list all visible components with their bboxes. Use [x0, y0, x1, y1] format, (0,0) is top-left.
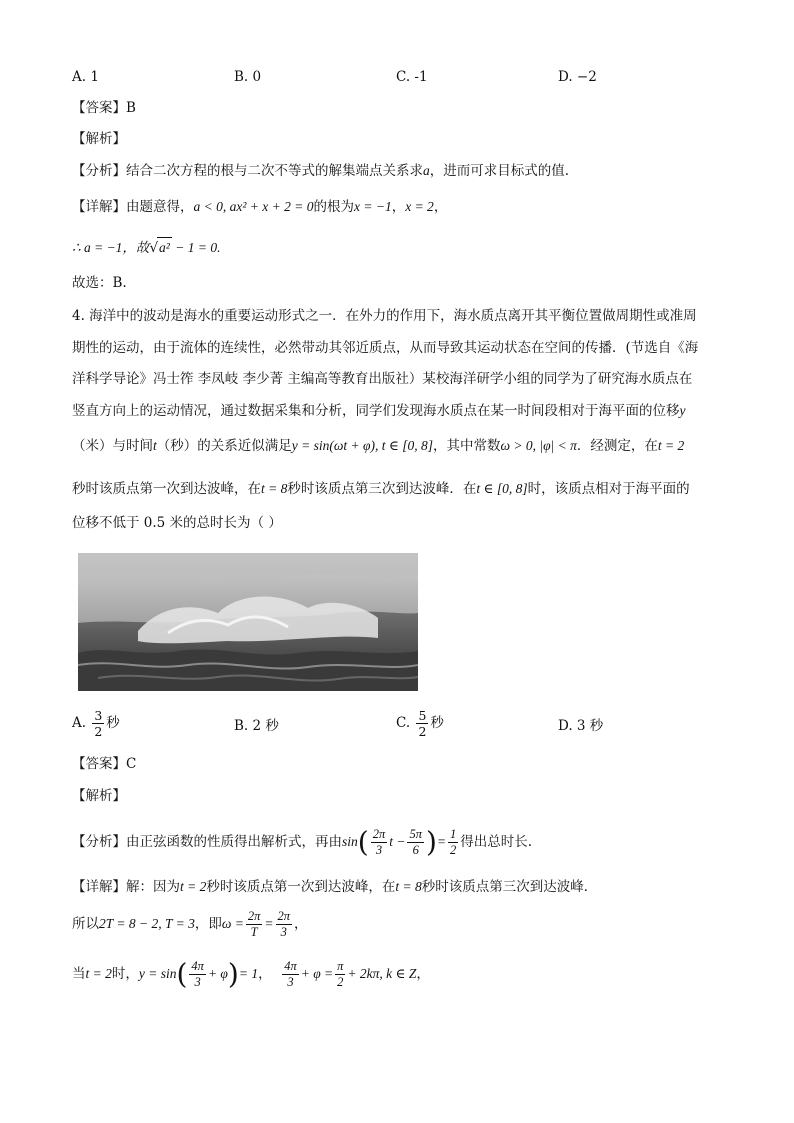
stem-text: 竖直方向上的运动情况，通过数据采集和分析，同学们发现海水质点在某一时间段相对于海平面的位移: [72, 403, 680, 419]
stem-a: （米）与时间: [72, 438, 153, 454]
numerator: 1: [450, 827, 457, 841]
detail-text-2: 秒时该质点第一次到达波峰，在: [206, 879, 396, 895]
q3-analysis-label: 【解析】: [72, 131, 126, 147]
equals: =: [436, 834, 447, 849]
numerator: 4π: [191, 959, 204, 973]
plus-phi-eq: + φ =: [300, 966, 334, 981]
q3-option-c: C. -1: [396, 69, 428, 85]
sin-fn: sin: [342, 834, 358, 849]
q3-answer: 【答案】B: [72, 100, 136, 116]
when-text: 当: [72, 966, 86, 982]
so-end: ，: [294, 916, 308, 932]
detail-math-2: x = −1: [353, 199, 392, 214]
numerator: 2π: [277, 909, 291, 923]
q4-when-line: [72, 952, 430, 997]
numerator: 3: [94, 708, 103, 723]
detail-end: ，: [433, 199, 448, 215]
q4-stem-line-5: [72, 436, 684, 456]
q3-option-a: A. 1: [72, 69, 99, 85]
q4-stem-line-1: 4. 海洋中的波动是海水的重要运动形式之一．在外力的作用下，海水质点离开其平衡位置做周期性或准周: [72, 308, 697, 324]
when-text-2: 时，: [111, 966, 139, 982]
stem-cond: ω > 0, |φ| < π: [500, 438, 577, 453]
detail-math-2: t = 8: [395, 879, 422, 894]
fenxi-text-2: 得出总时长.: [460, 834, 533, 850]
detail-label: 【详解】: [72, 199, 126, 215]
option-unit: 秒: [430, 715, 444, 731]
stem-6t: t = 8: [261, 481, 288, 496]
denominator: 3: [375, 843, 383, 857]
detail-label: 【详解】: [72, 879, 126, 895]
q3-option-d: D. −2: [558, 69, 597, 85]
when-math: t = 2: [85, 966, 112, 981]
q4-stem-line-7: 位移不低于 0.5 米的总时长为（ ）: [72, 515, 282, 531]
q4-stem-line-6: [72, 479, 690, 499]
paren-open: (: [357, 825, 369, 859]
detail-text: 解：因为: [126, 879, 180, 895]
q4-answer: 【答案】C: [72, 756, 137, 772]
q4-option-d: D. 3 秒: [558, 718, 604, 734]
therefore-prefix: ∴ a = −1，故: [72, 240, 150, 255]
detail-text-3: 秒时该质点第三次到达波峰．: [421, 879, 598, 895]
stem-c: ，其中常数: [432, 438, 501, 454]
q4-stem-line-2: 期性的运动，由于流体的连续性，必然带动其邻近质点，从而导致其运动状态在空间的传播．(节选自《海: [72, 340, 699, 356]
fraction: [448, 827, 458, 858]
sqrt-inner: a²: [157, 237, 172, 258]
q4-option-b: B. 2 秒: [234, 718, 279, 734]
stem-formula: y = sin(ωt + φ), t ∈ [0, 8]: [291, 438, 433, 453]
fraction: [92, 708, 104, 739]
equals: =: [264, 916, 274, 931]
fraction: [282, 959, 299, 990]
fraction: [416, 708, 428, 739]
numerator: 2π: [372, 827, 386, 841]
denominator: 2: [94, 724, 103, 739]
detail-math-3: x = 2: [405, 199, 434, 214]
fenxi-text-2: ，进而可求目标式的值.: [429, 163, 570, 179]
when-sin: y = sin: [138, 966, 177, 981]
fraction: [371, 827, 388, 858]
stem-6c: 时，该质点相对于海平面的: [527, 481, 690, 497]
paren-open: (: [176, 957, 188, 991]
q3-choice: 故选：B.: [72, 275, 127, 291]
detail-math: t = 2: [180, 879, 207, 894]
fenxi-label: 【分析】: [72, 834, 126, 850]
denominator: 2: [450, 843, 457, 857]
fenxi-text: 结合二次方程的根与二次不等式的解集端点关系求: [126, 163, 423, 179]
detail-text: 由题意得，: [126, 199, 194, 215]
q4-option-c: [396, 708, 444, 739]
stem-t: t: [153, 438, 157, 453]
denominator: 3: [194, 975, 201, 989]
q4-stem-line-4: [72, 401, 686, 421]
fraction: [407, 827, 424, 858]
stem-6a: 秒时该质点第一次到达波峰，在: [72, 481, 261, 497]
denominator: T: [250, 925, 258, 939]
fraction: [246, 909, 263, 940]
q3-therefore: [72, 237, 220, 258]
detail-math: a < 0, ax² + x + 2 = 0: [193, 199, 314, 214]
denominator: 6: [412, 843, 419, 857]
fraction: [189, 959, 206, 990]
q4-detail: [72, 877, 597, 897]
so-text: 所以: [72, 916, 99, 932]
q4-stem-line-3: 洋科学导论》冯士筰 李凤岐 李少菁 主编高等教育出版社）某校海洋研学小组的同学为了研究海水质点在: [72, 371, 693, 387]
q4-fenxi: [72, 820, 532, 865]
stem-6range: t ∈ [0, 8]: [476, 481, 528, 496]
q4-so-line: [72, 904, 308, 944]
fenxi-text: 由正弦函数的性质得出解析式，再由: [126, 834, 342, 850]
paren-close: ): [425, 825, 437, 859]
stem-var: y: [679, 403, 686, 418]
stem-e: t = 2: [657, 438, 685, 453]
fraction: [335, 959, 345, 990]
numerator: π: [337, 959, 344, 973]
option-unit: 秒: [106, 715, 120, 731]
ocean-wave-image: [78, 553, 418, 691]
numerator: 4π: [284, 959, 297, 973]
option-label: C.: [396, 715, 411, 731]
therefore-suffix: − 1 = 0.: [171, 240, 221, 255]
numerator: 5: [418, 708, 427, 723]
numerator: 2π: [247, 909, 261, 923]
when-sep: ，: [258, 966, 272, 982]
q3-fenxi: [72, 161, 569, 181]
paren-close: ): [227, 957, 239, 991]
fraction: [276, 909, 293, 940]
denominator: 3: [287, 975, 294, 989]
numerator: 5π: [409, 827, 422, 841]
sqrt-sign: √: [149, 240, 159, 256]
denominator: 3: [280, 925, 287, 939]
stem-6b: 秒时该质点第三次到达波峰．在: [287, 481, 477, 497]
denominator: 2: [337, 975, 344, 989]
fenxi-label: 【分析】: [72, 163, 126, 179]
stem-b: （秒）的关系近似满足: [156, 438, 292, 454]
equals-one: = 1: [238, 966, 259, 981]
so-text-2: ，即: [194, 916, 222, 932]
detail-text-2: 的根为: [313, 199, 354, 215]
detail-sep: ，: [391, 199, 406, 215]
plus-phi: + φ: [207, 966, 228, 981]
q3-option-b: B. 0: [234, 69, 262, 85]
when-end: ，: [416, 966, 430, 982]
stem-d: ．经测定，在: [576, 438, 658, 454]
q4-option-a: [72, 708, 120, 739]
so-math: 2T = 8 − 2, T = 3: [99, 916, 195, 931]
so-math-2: ω =: [221, 916, 244, 931]
when-tail: + 2kπ, k ∈ Z: [347, 966, 417, 981]
q4-analysis-label: 【解析】: [72, 788, 126, 804]
fenxi-var: a: [423, 163, 430, 178]
t-minus: t −: [389, 834, 406, 849]
option-label: A.: [72, 715, 87, 731]
q3-detail: [72, 197, 447, 217]
denominator: 2: [418, 724, 427, 739]
